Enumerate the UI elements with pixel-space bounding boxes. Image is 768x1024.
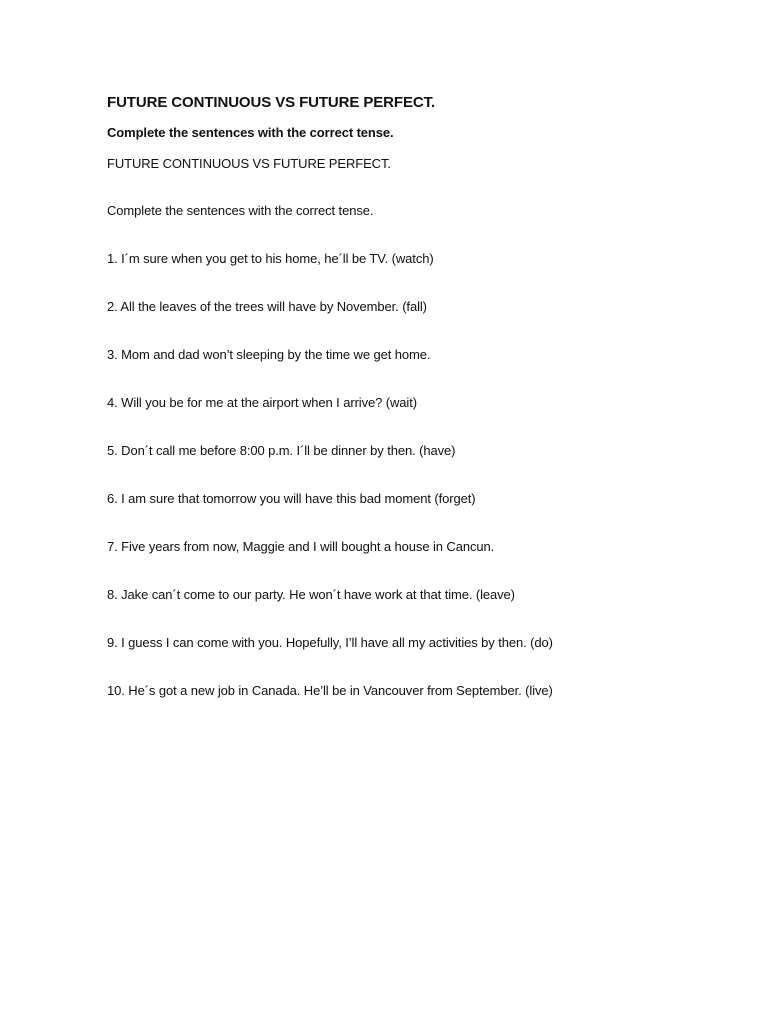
exercise-item-7: 7. Five years from now, Maggie and I will bought a house in Cancun.: [107, 539, 495, 554]
worksheet-subtitle: Complete the sentences with the correct tense.: [107, 125, 394, 140]
worksheet-title: FUTURE CONTINUOUS VS FUTURE PERFECT.: [107, 94, 436, 111]
exercise-item-2: 2. All the leaves of the trees will have by November. (fall): [107, 299, 427, 314]
exercise-item-8: 8. Jake can´t come to our party. He won´t have work at that time. (leave): [107, 587, 515, 602]
exercise-item-3: 3. Mom and dad won’t sleeping by the time we get home.: [107, 347, 431, 362]
exercise-item-1: 1. I´m sure when you get to his home, he´ll be TV. (watch): [107, 251, 434, 266]
exercise-list: [107, 250, 727, 700]
exercise-item-9: 9. I guess I can come with you. Hopefully, I’ll have all my activities by then. (do): [107, 635, 553, 650]
exercise-item-10: 10. He´s got a new job in Canada. He’ll be in Vancouver from September. (live): [107, 683, 553, 698]
document-content: [107, 92, 727, 730]
exercise-item-4: 4. Will you be for me at the airport when I arrive? (wait): [107, 395, 417, 410]
exercise-item-6: 6. I am sure that tomorrow you will have this bad moment (forget): [107, 491, 476, 506]
repeated-instruction: Complete the sentences with the correct tense.: [107, 203, 374, 218]
repeated-title: FUTURE CONTINUOUS VS FUTURE PERFECT.: [107, 156, 391, 171]
exercise-item-5: 5. Don´t call me before 8:00 p.m. I´ll be dinner by then. (have): [107, 443, 456, 458]
